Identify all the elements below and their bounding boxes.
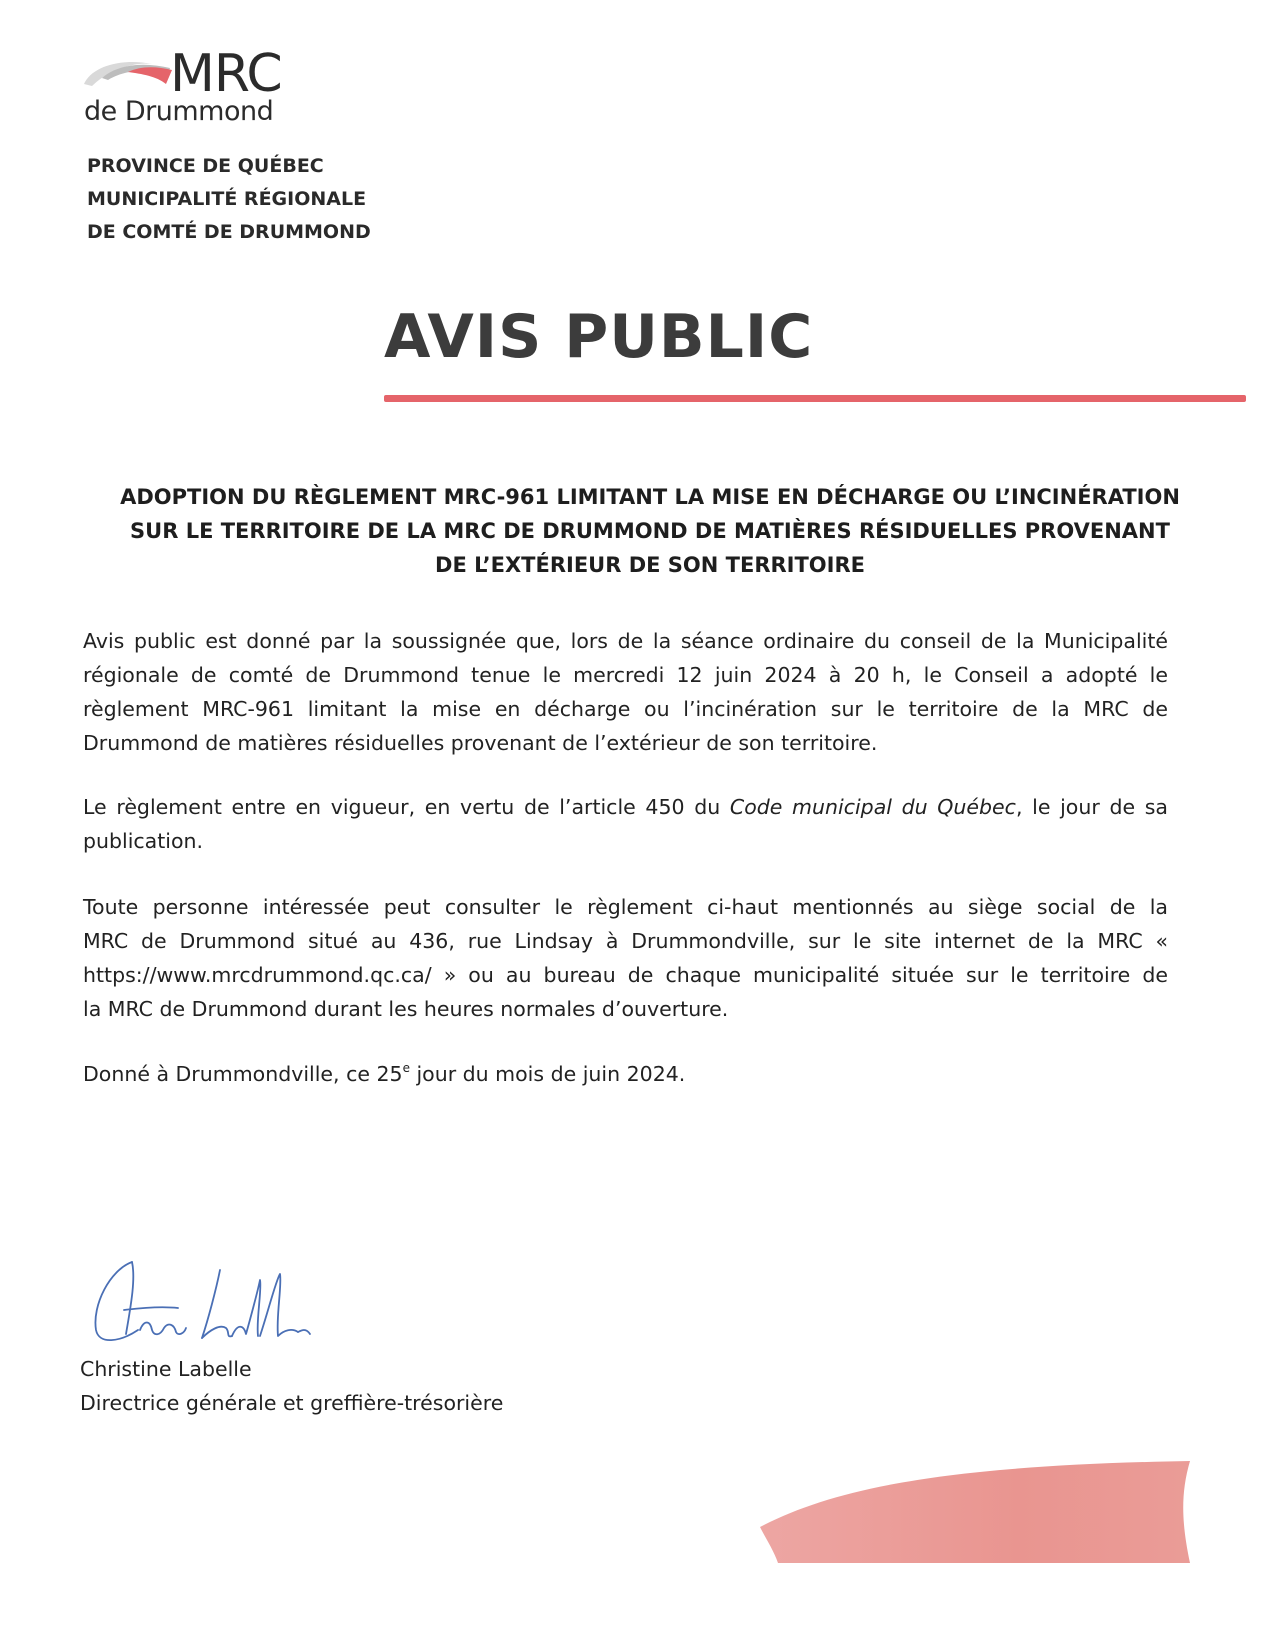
paragraph-date-given: [83, 1057, 1168, 1091]
paragraph-line: règlement MRC-961 limitant la mise en décharge ou l’incinération sur le territoire de la MRC de: [83, 697, 1168, 721]
signatory-title: Directrice générale et greffière-trésorière: [80, 1391, 504, 1415]
title-underline: [384, 395, 1246, 402]
handwritten-signature-icon: [80, 1250, 340, 1360]
paragraph-line: la MRC de Drummond durant les heures normales d’ouverture.: [83, 997, 729, 1021]
paragraph-consultation: [83, 890, 1168, 1026]
logo-subname: de Drummond: [84, 96, 274, 127]
paragraph-line: MRC de Drummond situé au 436, rue Lindsay à Drummondville, sur le site internet de la MRC «: [83, 929, 1168, 953]
paragraph-line: Toute personne intéressée peut consulter le règlement ci-haut mentionnés au siège social de la: [83, 895, 1168, 919]
paragraph-entry-into-force: [83, 790, 1168, 858]
text-segment: jour du mois de juin 2024.: [409, 1062, 686, 1086]
logo-swoosh-icon: [82, 54, 174, 94]
document-title: AVIS PUBLIC: [384, 302, 814, 372]
paragraph-line: publication.: [83, 829, 204, 853]
heading-line: DE L’EXTÉRIEUR DE SON TERRITOIRE: [435, 553, 865, 577]
organization-line: DE COMTÉ DE DRUMMOND: [87, 221, 371, 243]
paragraph-line: Avis public est donné par la soussignée que, lors de la séance ordinaire du conseil de la Municipalité: [83, 629, 1168, 653]
code-reference: Code municipal du Québec: [729, 795, 1016, 819]
organization-line: MUNICIPALITÉ RÉGIONALE: [87, 188, 367, 210]
paragraph-line: régionale de comté de Drummond tenue le mercredi 12 juin 2024 à 20 h, le Conseil a adopté le: [83, 663, 1168, 687]
signatory-name: Christine Labelle: [80, 1357, 252, 1381]
paragraph-line: [83, 1057, 1168, 1091]
organization-block: [87, 150, 371, 249]
text-segment: Donné à Drummondville, ce 25: [83, 1062, 403, 1086]
paragraph-line: [83, 790, 1168, 824]
text-segment: Le règlement entre en vigueur, en vertu de l’article 450 du: [83, 795, 730, 819]
heading-line: ADOPTION DU RÈGLEMENT MRC-961 LIMITANT LA MISE EN DÉCHARGE OU L’INCINÉRATION: [120, 485, 1180, 509]
organization-line: PROVINCE DE QUÉBEC: [87, 155, 324, 177]
logo-wordmark: MRC: [170, 44, 282, 104]
paragraph-adoption: [83, 624, 1168, 760]
heading-line: SUR LE TERRITOIRE DE LA MRC DE DRUMMOND DE MATIÈRES RÉSIDUELLES PROVENANT: [130, 519, 1170, 543]
paragraph-line: https://www.mrcdrummond.qc.ca/ » ou au bureau de chaque municipalité située sur le territoire de: [83, 963, 1168, 987]
notice-heading: [90, 480, 1210, 582]
text-segment: , le jour de sa: [1015, 795, 1168, 819]
footer-swoosh-icon: [760, 1455, 1220, 1565]
paragraph-line: Drummond de matières résiduelles provenant de l’extérieur de son territoire.: [83, 731, 878, 755]
mrc-drummond-logo: [82, 44, 322, 128]
ordinal-suffix: e: [402, 1061, 410, 1075]
